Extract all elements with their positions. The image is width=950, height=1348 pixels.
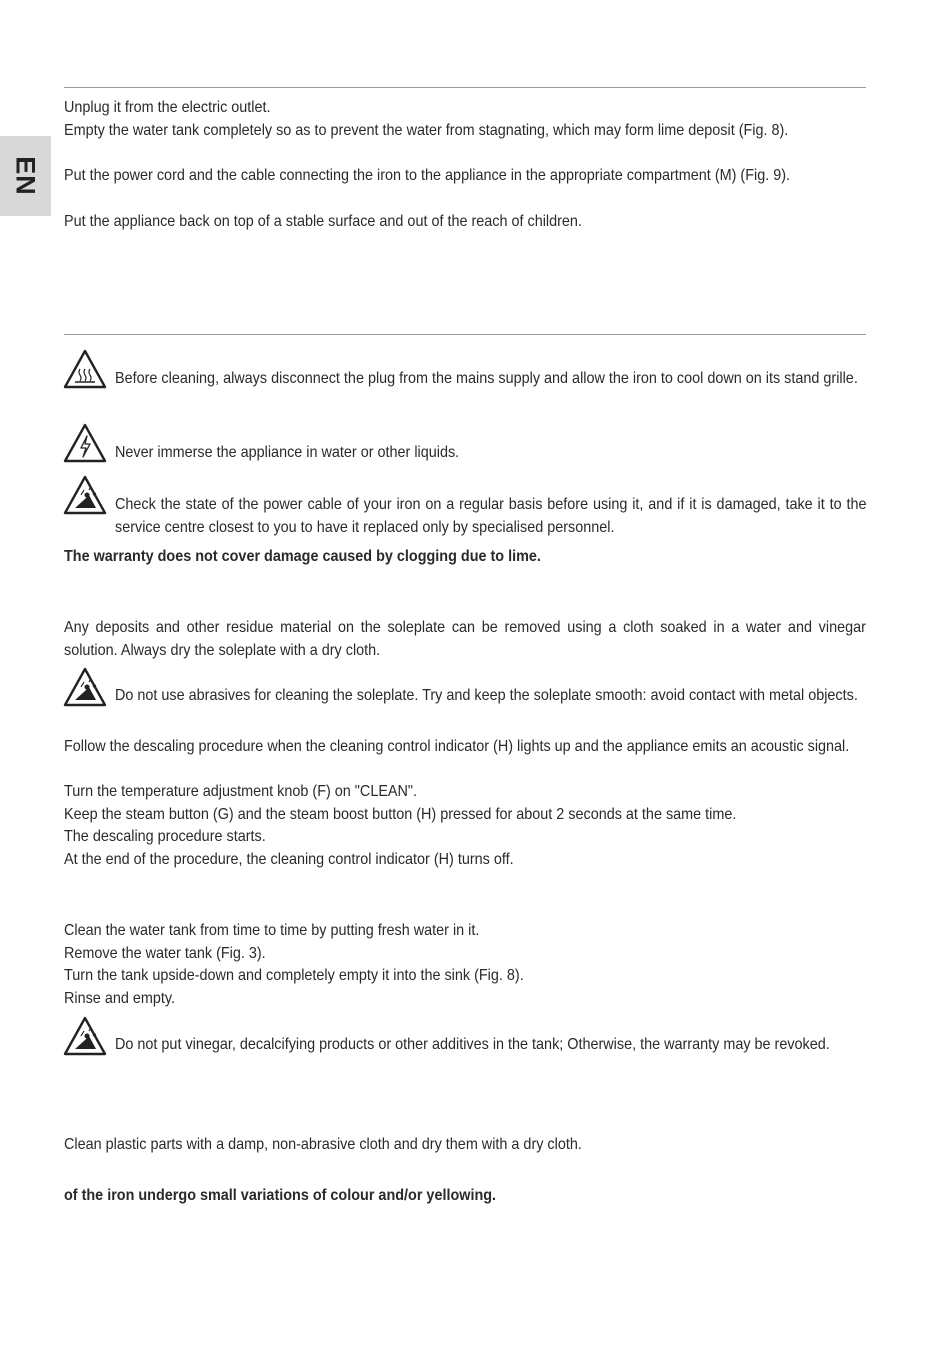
warning-immerse-text: Never immerse the appliance in water or other liquids.: [115, 444, 460, 461]
warning-power-cable-text: Check the state of the power cable of your iron on a regular basis before using it, and if it is damaged, take it to the service centre closest to you to have it replaced only by specialised personnel.: [115, 496, 867, 536]
warranty-lime-note: The warranty does not cover damage caused by clogging due to lime.: [64, 548, 541, 565]
general-warning-icon: [63, 475, 107, 515]
descaling-step-5: At the end of the procedure, the cleaning control indicator (H) turns off.: [64, 851, 514, 868]
plastic-parts-text: Clean plastic parts with a damp, non-abrasive cloth and dry them with a dry cloth.: [64, 1136, 582, 1153]
warning-disconnect-text: Before cleaning, always disconnect the plug from the mains supply and allow the iron to cool down on its stand grille.: [115, 370, 858, 387]
section-divider-cleaning: [64, 334, 866, 335]
general-warning-icon: [63, 667, 107, 707]
language-tab-label: EN: [10, 156, 41, 196]
plastic-colour-note: of the iron undergo small variations of colour and/or yellowing.: [64, 1187, 497, 1204]
tank-step-3: Turn the tank upside-down and completely empty it into the sink (Fig. 8).: [64, 967, 524, 984]
section-divider-top: [64, 87, 866, 88]
storage-step-unplug: Unplug it from the electric outlet.: [64, 99, 271, 116]
tank-step-2: Remove the water tank (Fig. 3).: [64, 945, 266, 962]
storage-step-stable-surface: Put the appliance back on top of a stable surface and out of the reach of children.: [64, 213, 582, 230]
electric-shock-warning-icon: [63, 423, 107, 463]
hot-surface-warning-icon: [63, 349, 107, 389]
tank-step-4: Rinse and empty.: [64, 990, 175, 1007]
tank-step-1: Clean the water tank from time to time by putting fresh water in it.: [64, 922, 480, 939]
soleplate-cleaning-text: Any deposits and other residue material on the soleplate can be removed using a cloth soaked in a water and vinegar solution. Always dry the soleplate with a dry cloth.: [64, 619, 866, 659]
general-warning-icon: [63, 1016, 107, 1056]
descaling-step-1: Follow the descaling procedure when the cleaning control indicator (H) lights up and the appliance emits an acoustic signal.: [64, 738, 850, 755]
storage-step-empty-tank: Empty the water tank completely so as to prevent the water from stagnating, which may form lime deposit (Fig. 8).: [64, 122, 789, 139]
storage-step-cord: Put the power cord and the cable connecting the iron to the appliance in the appropriate compartment (M) (Fig. 9).: [64, 167, 791, 184]
warning-tank-additives-text: Do not put vinegar, decalcifying products or other additives in the tank; Otherwise, the warranty may be revoked.: [115, 1036, 830, 1053]
descaling-step-3: Keep the steam button (G) and the steam boost button (H) pressed for about 2 seconds at the same time.: [64, 806, 737, 823]
descaling-step-4: The descaling procedure starts.: [64, 828, 266, 845]
language-tab: [0, 136, 51, 216]
descaling-step-2: Turn the temperature adjustment knob (F) on "CLEAN".: [64, 783, 418, 800]
warning-abrasives-text: Do not use abrasives for cleaning the soleplate. Try and keep the soleplate smooth: avoid contact with metal objects.: [115, 687, 858, 704]
